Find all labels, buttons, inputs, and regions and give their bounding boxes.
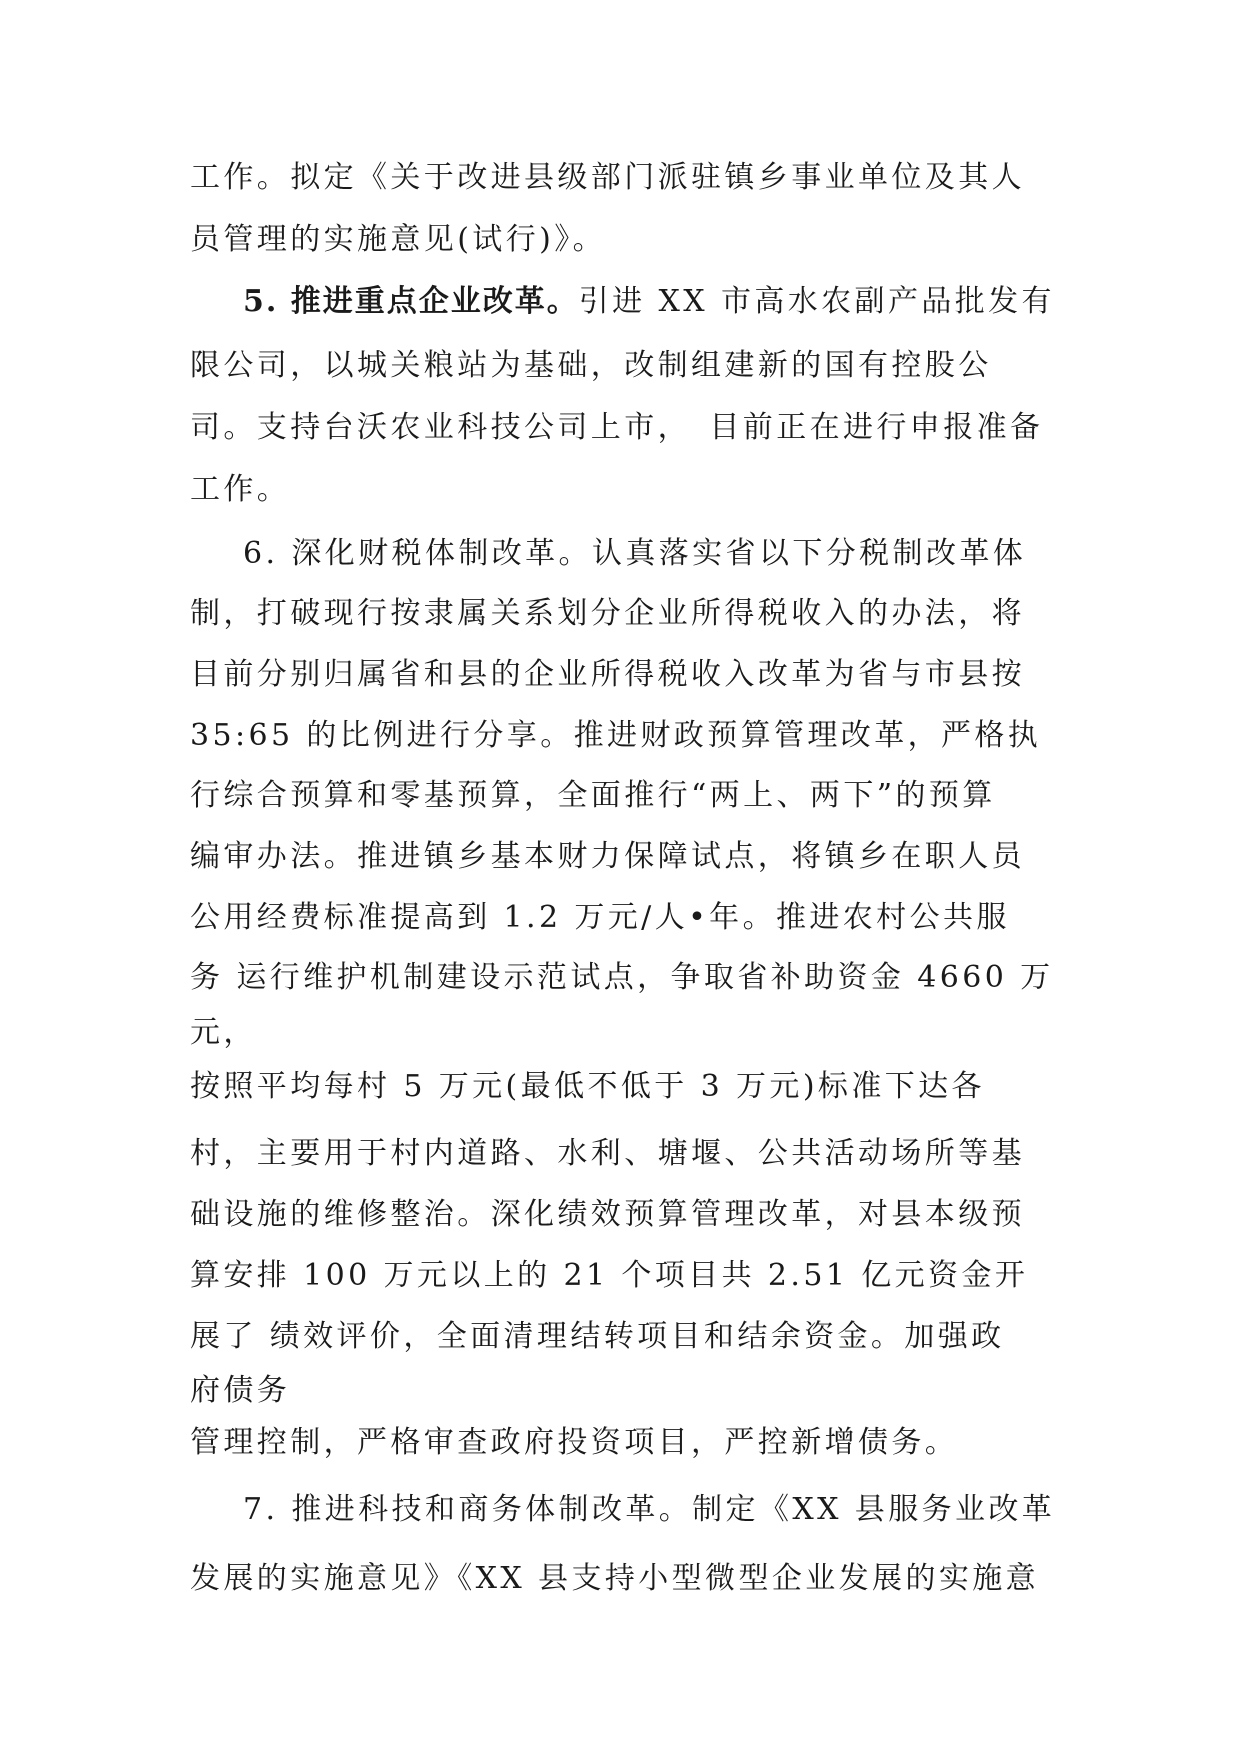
text-line-6: 工作。 [190,472,291,507]
text-line-12: 编审办法。推进镇乡基本财力保障试点，将镇乡在职人员 [190,839,1025,874]
text-line-21: 府债务 [190,1373,291,1408]
text-line-10: 35:65 的比例进行分享。推进财政预算管理改革，严格执 [190,718,1042,753]
section-5-paragraph [243,282,1055,322]
text-line-22: 管理控制，严格审查政府投资项目，严控新增债务。 [190,1425,959,1460]
text-line-14: 务 运行维护机制建设示范试点，争取省补助资金 4660 万 [190,960,1054,995]
text-line-3: 引进 XX 市高水农副产品批发有 [578,284,1055,319]
text-line-5: 司。支持台沃农业科技公司上市， 目前正在进行申报准备 [190,410,1044,445]
text-line-13: 公用经费标准提高到 1.2 万元/人•年。推进农村公共服 [190,900,1010,935]
text-line-20: 展了 绩效评价，全面清理结转项目和结余资金。加强政 [190,1319,1005,1354]
text-line-11: 行综合预算和零基预算，全面推行“两上、两下”的预算 [190,778,996,813]
text-line-2: 员管理的实施意见(试行)》。 [190,222,607,257]
text-line-16: 按照平均每村 5 万元(最低不低于 3 万元)标准下达各 [190,1069,985,1104]
section-5-heading: 5. 推进重点企业改革。 [243,284,579,319]
text-line-18: 础设施的维修整治。深化绩效预算管理改革，对县本级预 [190,1197,1025,1232]
text-line-15: 元， [190,1015,257,1050]
text-line-17: 村，主要用于村内道路、水利、塘堰、公共活动场所等基 [190,1136,1025,1171]
text-line-19: 算安排 100 万元以上的 21 个项目共 2.51 亿元资金开 [190,1258,1029,1293]
text-line-1: 工作。拟定《关于改进县级部门派驻镇乡事业单位及其人 [190,160,1025,195]
section-6-heading-line: 6. 深化财税体制改革。认真落实省以下分税制改革体 [243,536,1027,571]
text-line-9: 目前分别归属省和县的企业所得税收入改革为省与市县按 [190,657,1025,692]
section-7-heading-line: 7. 推进科技和商务体制改革。制定《XX 县服务业改革 [243,1492,1056,1527]
text-line-24: 发展的实施意见》《XX 县支持小型微型企业发展的实施意 [190,1561,1040,1596]
text-line-8: 制，打破现行按隶属关系划分企业所得税收入的办法，将 [190,596,1025,631]
text-line-4: 限公司，以城关粮站为基础，改制组建新的国有控股公 [190,348,992,383]
